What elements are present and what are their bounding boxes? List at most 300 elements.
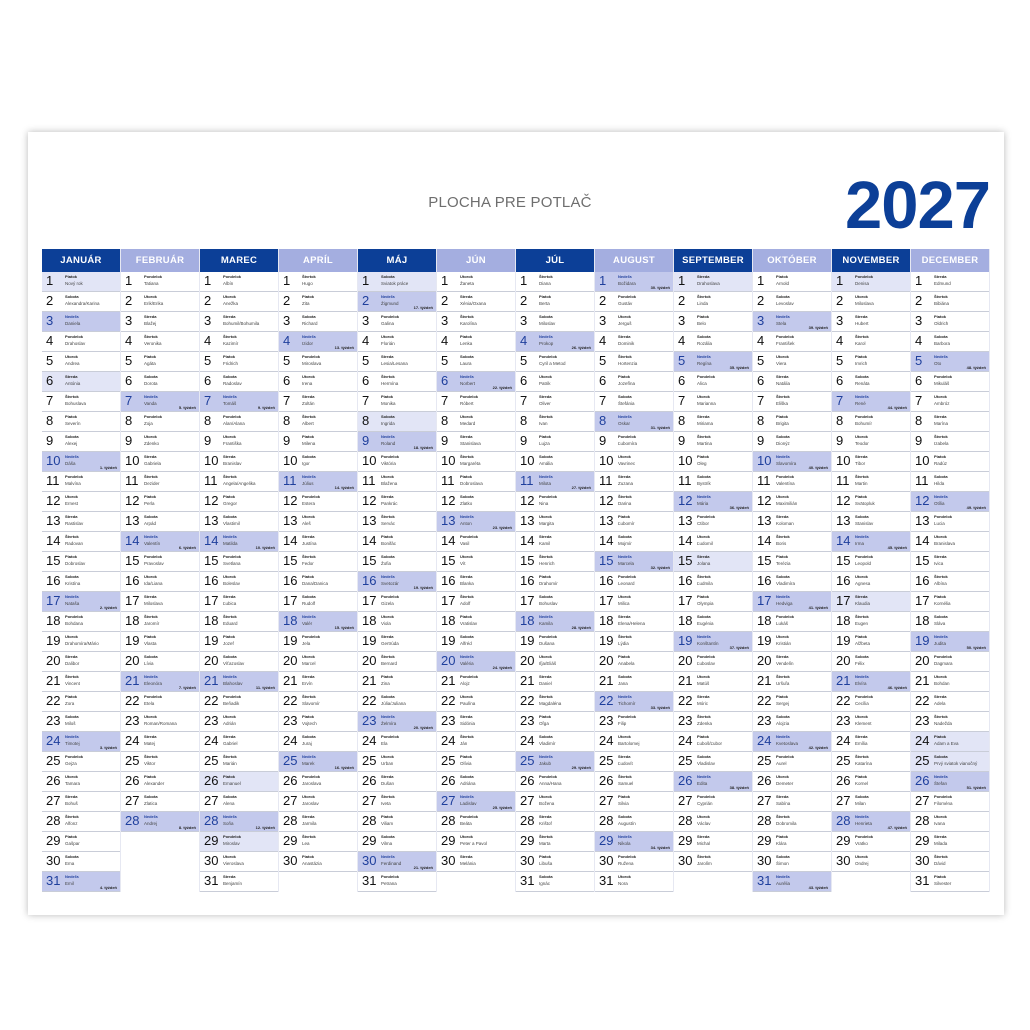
day-cell (911, 532, 989, 552)
month-column (358, 249, 437, 892)
day-number: 10 (836, 453, 851, 468)
day-number: 2 (836, 293, 844, 308)
day-cell (674, 592, 752, 612)
name-day: Justína (302, 541, 317, 546)
name-day: Stanislav (855, 521, 874, 526)
weekday-label: Pondelok (65, 474, 84, 479)
day-number: 5 (46, 353, 54, 368)
name-day: Pankrác (381, 501, 398, 506)
day-cell (42, 612, 120, 632)
name-day: Milota (539, 481, 552, 486)
weekday-label: Utorok (65, 494, 78, 499)
day-number: 23 (757, 713, 772, 728)
day-cell (121, 352, 199, 372)
day-cell (911, 872, 989, 892)
weekday-label: Pondelok (934, 654, 953, 659)
name-day: Adolf (460, 601, 471, 606)
name-day: Dobroslav (65, 561, 86, 566)
day-number: 23 (520, 713, 535, 728)
day-cell (674, 332, 752, 352)
day-number: 14 (362, 533, 377, 548)
day-cell (911, 372, 989, 392)
weekday-label: Pondelok (65, 614, 84, 619)
day-cell (832, 832, 910, 852)
weekday-label: Pondelok (618, 574, 637, 579)
name-day: Jela (302, 641, 311, 646)
weekday-label: Sobota (381, 834, 395, 839)
weekday-label: Utorok (539, 654, 552, 659)
day-cell (595, 712, 673, 732)
weekday-label: Pondelok (855, 414, 874, 419)
day-number: 1 (599, 273, 607, 288)
name-day: Vojtech (302, 721, 317, 726)
name-day: Galina (381, 321, 395, 326)
day-cell (832, 392, 910, 412)
day-number: 7 (915, 393, 923, 408)
day-number: 24 (204, 733, 219, 748)
week-number: 23. týždeň (492, 525, 512, 530)
weekday-label: Nedeľa (302, 334, 316, 339)
day-number: 17 (599, 593, 614, 608)
name-day: Alfréd (460, 641, 472, 646)
day-cell (121, 312, 199, 332)
weekday-label: Piatok (934, 594, 947, 599)
weekday-label: Piatok (460, 474, 473, 479)
weekday-label: Streda (855, 734, 868, 739)
name-day: Jolana (697, 561, 711, 566)
name-day: Tichomír (618, 701, 636, 706)
day-cell (516, 632, 594, 652)
day-number: 10 (915, 453, 930, 468)
weekday-label: Utorok (618, 454, 631, 459)
weekday-label: Piatok (776, 414, 789, 419)
day-cell (121, 332, 199, 352)
day-cell (121, 692, 199, 712)
weekday-label: Pondelok (697, 794, 716, 799)
day-cell (911, 632, 989, 652)
day-number: 28 (678, 813, 693, 828)
weekday-label: Utorok (697, 674, 710, 679)
name-day: Elvíra (855, 681, 867, 686)
weekday-label: Sobota (302, 734, 316, 739)
day-number: 19 (46, 633, 61, 648)
name-day: Alexandra/Karina (65, 301, 100, 306)
weekday-label: Štvrtok (539, 834, 553, 839)
day-cell (437, 492, 515, 512)
day-number: 2 (362, 293, 370, 308)
day-cell (911, 612, 989, 632)
day-number: 23 (836, 713, 851, 728)
day-number: 16 (46, 573, 61, 588)
name-day: Vladislav (697, 761, 716, 766)
day-cell (437, 372, 515, 392)
day-number: 19 (599, 633, 614, 648)
day-cell (437, 552, 515, 572)
day-number: 4 (125, 333, 133, 348)
name-day: Aleš (302, 521, 311, 526)
name-day: Agáta (144, 361, 156, 366)
name-day: Božidara (618, 281, 636, 286)
name-day: Hubert (855, 321, 869, 326)
day-number: 29 (46, 833, 61, 848)
day-cell (595, 812, 673, 832)
day-cell (911, 852, 989, 872)
weekday-label: Streda (65, 654, 78, 659)
weekday-label: Utorok (776, 634, 789, 639)
day-number: 3 (915, 313, 923, 328)
day-number: 9 (125, 433, 133, 448)
day-cell (279, 372, 357, 392)
weekday-label: Sobota (855, 514, 869, 519)
day-number: 13 (362, 513, 377, 528)
name-day: Vratislav (460, 621, 478, 626)
name-day: Rastislav (65, 521, 84, 526)
day-number: 5 (362, 353, 370, 368)
name-day: Milica (618, 601, 630, 606)
week-number: 8. týždeň (178, 825, 196, 830)
day-number: 22 (283, 693, 298, 708)
weekday-label: Pondelok (144, 694, 163, 699)
day-number: 13 (125, 513, 140, 528)
weekday-label: Nedeľa (381, 854, 395, 859)
day-number: 25 (441, 753, 456, 768)
week-number: 13. týždeň (334, 345, 354, 350)
week-number: 27. týždeň (571, 485, 591, 490)
name-day: Branislav (223, 461, 242, 466)
weekday-label: Sobota (223, 794, 237, 799)
weekday-label: Štvrtok (381, 654, 395, 659)
name-day: Gertrúda (381, 641, 399, 646)
day-number: 30 (283, 853, 298, 868)
day-number: 24 (678, 733, 693, 748)
name-day: Drahoslav (65, 341, 86, 346)
weekday-label: Štvrtok (618, 774, 632, 779)
day-cell (674, 572, 752, 592)
weekday-label: Pondelok (223, 834, 242, 839)
weekday-label: Sobota (460, 354, 474, 359)
weekday-label: Streda (776, 514, 789, 519)
day-number: 13 (520, 513, 535, 528)
day-cell (358, 592, 436, 612)
name-day: Svetozár (381, 581, 399, 586)
day-cell (674, 752, 752, 772)
day-number: 14 (599, 533, 614, 548)
weekday-label: Pondelok (302, 354, 321, 359)
name-day: Žigmund (381, 301, 399, 306)
weekday-label: Piatok (697, 594, 710, 599)
name-day: Alexander (144, 781, 165, 786)
day-cell (516, 492, 594, 512)
day-number: 15 (204, 553, 219, 568)
weekday-label: Streda (65, 374, 78, 379)
day-cell (121, 732, 199, 752)
weekday-label: Nedeľa (65, 454, 79, 459)
day-cell (832, 732, 910, 752)
day-number: 18 (204, 613, 219, 628)
weekday-label: Sobota (697, 334, 711, 339)
weekday-label: Štvrtok (539, 694, 553, 699)
weekday-label: Nedeľa (618, 554, 632, 559)
day-cell (753, 292, 831, 312)
day-cell (832, 812, 910, 832)
day-number: 6 (283, 373, 291, 388)
day-cell (674, 692, 752, 712)
day-cell (200, 632, 278, 652)
weekday-label: Streda (539, 814, 552, 819)
name-day: Leopold (855, 561, 872, 566)
name-day: Viola (381, 621, 391, 626)
name-day: Nikola (618, 841, 631, 846)
name-day: Levoslav (776, 301, 794, 306)
weekday-label: Piatok (934, 454, 947, 459)
week-number: 31. týždeň (650, 425, 670, 430)
day-cell (200, 432, 278, 452)
day-cell (358, 352, 436, 372)
name-day: Kristián (776, 641, 792, 646)
day-cell (121, 612, 199, 632)
day-cell (200, 392, 278, 412)
weekday-label: Nedeľa (65, 874, 79, 879)
name-day: Albert (302, 421, 314, 426)
day-number: 28 (757, 813, 772, 828)
name-day: Izabela (934, 441, 949, 446)
day-cell (911, 512, 989, 532)
weekday-label: Utorok (855, 714, 868, 719)
name-day: Juraj (302, 741, 312, 746)
name-day: Hermína (381, 381, 399, 386)
weekday-label: Pondelok (855, 554, 874, 559)
weekday-label: Nedeľa (302, 754, 316, 759)
day-number: 2 (915, 293, 923, 308)
day-number: 2 (283, 293, 291, 308)
day-number: 27 (836, 793, 851, 808)
day-cell (279, 592, 357, 612)
week-number: 18. týždeň (413, 445, 433, 450)
day-cell (832, 752, 910, 772)
day-cell (437, 432, 515, 452)
day-cell (911, 672, 989, 692)
day-cell (595, 752, 673, 772)
weekday-label: Nedeľa (144, 534, 158, 539)
day-cell (121, 292, 199, 312)
weekday-label: Streda (697, 414, 710, 419)
day-number: 7 (204, 393, 212, 408)
name-day: Radúz (934, 461, 948, 466)
day-cell (200, 852, 278, 872)
weekday-label: Nedeľa (618, 414, 632, 419)
name-day: Sidónia (460, 721, 476, 726)
day-cell (911, 272, 989, 292)
day-cell (595, 412, 673, 432)
day-number: 6 (204, 373, 212, 388)
day-number: 3 (599, 313, 607, 328)
day-cell (200, 812, 278, 832)
day-number: 1 (204, 273, 212, 288)
day-number: 1 (520, 273, 528, 288)
name-day: Klára (776, 841, 787, 846)
name-day: Tatiana (144, 281, 159, 286)
day-cell (437, 532, 515, 552)
day-number: 16 (362, 573, 377, 588)
day-number: 12 (441, 493, 456, 508)
day-cell (200, 372, 278, 392)
day-number: 27 (757, 793, 772, 808)
weekday-label: Piatok (65, 414, 78, 419)
day-cell (42, 532, 120, 552)
day-cell (42, 432, 120, 452)
day-number: 26 (283, 773, 298, 788)
name-day: Zita (302, 301, 310, 306)
weekday-label: Utorok (855, 854, 868, 859)
day-number: 26 (599, 773, 614, 788)
day-cell (674, 852, 752, 872)
weekday-label: Pondelok (381, 454, 400, 459)
day-cell (674, 712, 752, 732)
name-day: Miroslav (223, 841, 240, 846)
day-number: 27 (362, 793, 377, 808)
name-day: Tibor (855, 461, 866, 466)
day-cell (42, 872, 120, 892)
day-number: 26 (915, 773, 930, 788)
week-number: 38. týždeň (729, 785, 749, 790)
name-day: Patrik (539, 381, 551, 386)
day-number: 25 (362, 753, 377, 768)
day-number: 9 (204, 433, 212, 448)
day-cell (42, 332, 120, 352)
day-number: 19 (520, 633, 535, 648)
day-number: 5 (678, 353, 686, 368)
name-day: Nina (539, 501, 549, 506)
name-day: Mária (697, 501, 709, 506)
day-number: 13 (283, 513, 298, 528)
day-number: 24 (362, 733, 377, 748)
day-cell (674, 532, 752, 552)
weekday-label: Nedeľa (460, 374, 474, 379)
name-day: Víťazoslav (223, 661, 245, 666)
day-cell (358, 452, 436, 472)
weekday-label: Piatok (381, 674, 394, 679)
weekday-label: Štvrtok (618, 354, 632, 359)
name-day: Sviatok práce (381, 281, 409, 286)
weekday-label: Streda (697, 834, 710, 839)
months-grid (42, 249, 990, 892)
name-day: Diana (539, 281, 551, 286)
day-cell (279, 772, 357, 792)
day-number: 26 (46, 773, 61, 788)
name-day: Paulína (460, 701, 476, 706)
name-day: Božena (539, 801, 555, 806)
name-day: Anabela (618, 661, 635, 666)
day-cell (753, 352, 831, 372)
day-number: 11 (46, 473, 60, 488)
name-day: Arpád (144, 521, 157, 526)
weekday-label: Piatok (697, 314, 710, 319)
name-day: Igor (302, 461, 310, 466)
day-number: 7 (678, 393, 686, 408)
weekday-label: Utorok (65, 774, 78, 779)
day-number: 12 (915, 493, 930, 508)
day-number: 8 (362, 413, 370, 428)
day-cell (516, 672, 594, 692)
weekday-label: Nedeľa (460, 654, 474, 659)
weekday-label: Štvrtok (539, 274, 553, 279)
name-day: Ferdinand (381, 861, 402, 866)
name-day: Anton (460, 521, 472, 526)
name-day: Otília (934, 501, 945, 506)
weekday-label: Streda (144, 734, 157, 739)
day-number: 26 (441, 773, 456, 788)
day-cell (358, 732, 436, 752)
day-cell (595, 272, 673, 292)
day-cell (358, 692, 436, 712)
weekday-label: Sobota (144, 794, 158, 799)
day-cell (832, 772, 910, 792)
day-number: 13 (757, 513, 772, 528)
day-number: 15 (678, 553, 693, 568)
day-cell (279, 652, 357, 672)
name-day: Regína (697, 361, 712, 366)
weekday-label: Pondelok (223, 694, 242, 699)
day-cell (911, 592, 989, 612)
day-cell (279, 752, 357, 772)
weekday-label: Piatok (934, 874, 947, 879)
weekday-label: Sobota (381, 694, 395, 699)
weekday-label: Piatok (855, 634, 868, 639)
weekday-label: Pondelok (460, 814, 479, 819)
week-number: 51. týždeň (966, 785, 986, 790)
weekday-label: Pondelok (855, 834, 874, 839)
weekday-label: Pondelok (223, 414, 242, 419)
name-day: Darina (618, 501, 632, 506)
name-day: Matej (144, 741, 156, 746)
name-day: Brigita (776, 421, 789, 426)
day-cell (753, 312, 831, 332)
day-cell (358, 792, 436, 812)
day-cell (516, 872, 594, 892)
day-cell (200, 552, 278, 572)
name-day: Silvia (618, 801, 629, 806)
month-header: OKTÓBER (753, 249, 831, 272)
day-cell (437, 772, 515, 792)
month-header: JÚN (437, 249, 515, 272)
name-day: Eugénia (697, 621, 714, 626)
day-cell (358, 392, 436, 412)
name-day: Bonifác (381, 541, 397, 546)
day-number: 13 (204, 513, 219, 528)
day-number: 8 (520, 413, 528, 428)
name-day: Iveta (381, 801, 391, 806)
day-cell (595, 432, 673, 452)
name-day: Vlastimil (223, 521, 240, 526)
name-day: Petrana (381, 881, 397, 886)
day-number: 17 (520, 593, 535, 608)
day-number: 18 (441, 613, 456, 628)
name-day: Koloman (776, 521, 794, 526)
day-number: 22 (125, 693, 140, 708)
weekday-label: Utorok (460, 694, 473, 699)
weekday-label: Pondelok (302, 774, 321, 779)
name-day: Linda (697, 301, 709, 306)
day-cell (121, 712, 199, 732)
weekday-label: Nedeľa (302, 474, 316, 479)
week-number: 47. týždeň (887, 825, 907, 830)
name-day: Judita (934, 641, 947, 646)
name-day: Kristína (65, 581, 81, 586)
day-cell (437, 732, 515, 752)
weekday-label: Pondelok (618, 854, 637, 859)
name-day: Bohuslava (65, 401, 87, 406)
day-number: 5 (125, 353, 133, 368)
